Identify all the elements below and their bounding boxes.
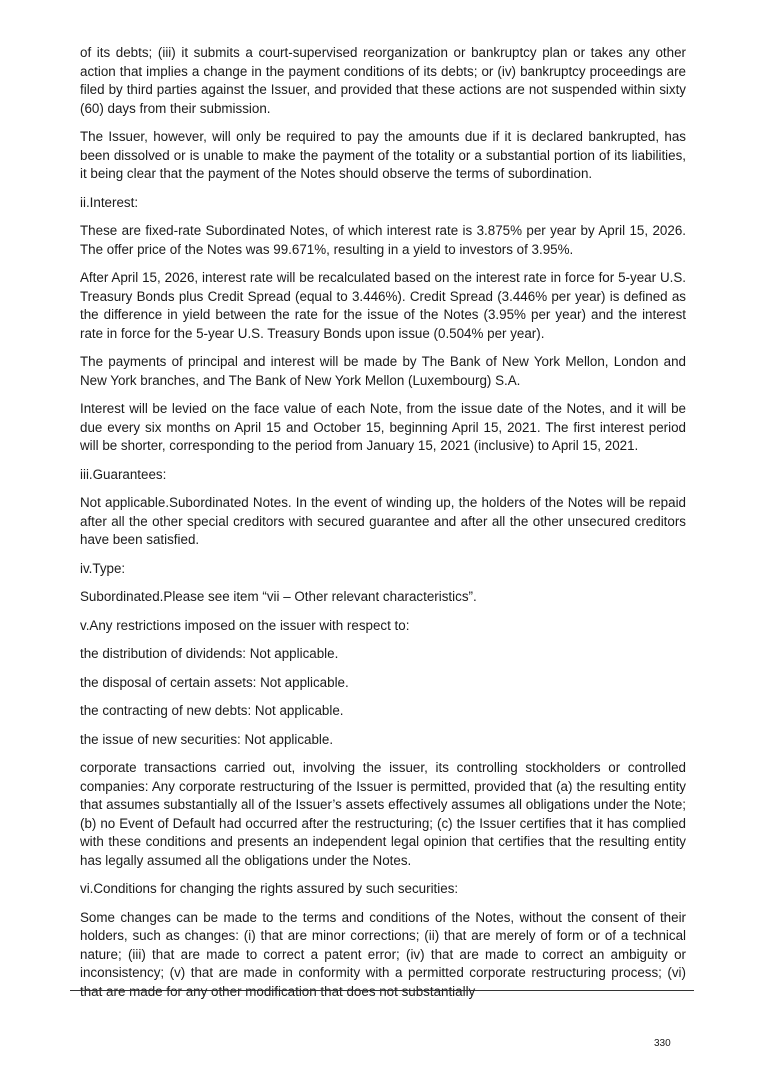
restriction-dividends: the distribution of dividends: Not applicable. (80, 646, 339, 661)
paragraph-default-conditions-continued: of its debts; (iii) it submits a court-supervised reorganization or bankruptcy plan or takes any other action that implies a change in the payment conditions of its debts; or (iv) bankruptcy proceedings are filed by third parties against the Issuer, and provided that these actions are not suspended within sixty (60) days from their submission. (80, 45, 686, 116)
page-number: 330 (654, 1038, 671, 1049)
paragraph-issuer-payment-obligation: The Issuer, however, will only be required to pay the amounts due if it is declared bankrupted, has been dissolved or is unable to make the payment of the totality or a substantial portion of its liabilities, it being clear that the payment of the Notes should observe the terms of subordination. (80, 129, 686, 181)
restriction-new-debts: the contracting of new debts: Not applicable. (80, 703, 344, 718)
footer-divider (70, 990, 694, 991)
restriction-new-securities: the issue of new securities: Not applicable. (80, 731, 334, 747)
paragraph-paying-agents: The payments of principal and interest will be made by The Bank of New York Mellon, London and New York branches, and The Bank of New York Mellon (Luxembourg) S.A. (80, 354, 686, 388)
paragraph-permitted-changes: Some changes can be made to the terms and conditions of the Notes, without the consent of their holders, such as changes: (i) that are minor corrections; (ii) that are merely of form or of a technical nature; (iii) that are made to correct a patent error; (iv) that are made to correct an ambiguity or inconsistency; (v) that are made in conformity with a permitted corporate restructuring process; (vi) that are made for any other modification that does not substantially (80, 909, 686, 999)
paragraph-type: Subordinated.Please see item “vii – Other relevant characteristics”. (80, 589, 477, 604)
paragraph-corporate-transactions: corporate transactions carried out, involving the issuer, its controlling stockholders or controlled companies: Any corporate restructuring of the Issuer is permitted, provided that (a) the resulting entity that assumes substantially all of the Issuer’s assets effectively assumes all obligations under the Note; (b) no Event of Default had occurred after the restructuring; (c) the Issuer certifies that it has complied with these conditions and presents an independent legal opinion that certifies that the resulting entity has legally assumed all the obligations under the Notes. (80, 760, 686, 868)
heading-conditions-for-changes: vi.Conditions for changing the rights assured by such securities: (80, 881, 459, 896)
heading-type: iv.Type: (80, 560, 126, 576)
heading-interest: ii.Interest: (80, 194, 139, 210)
paragraph-guarantees: Not applicable.Subordinated Notes. In the event of winding up, the holders of the Notes will be repaid after all the other special creditors with secured guarantee and after all the other unsecured creditors have been satisfied. (80, 495, 686, 547)
restriction-asset-disposal: the disposal of certain assets: Not applicable. (80, 674, 349, 690)
heading-guarantees: iii.Guarantees: (80, 466, 167, 482)
paragraph-fixed-rate: These are fixed-rate Subordinated Notes, of which interest rate is 3.875% per year by April 15, 2026. The offer price of the Notes was 99.671%, resulting in a yield to investors of 3.95%. (80, 223, 686, 257)
paragraph-rate-reset: After April 15, 2026, interest rate will be recalculated based on the interest rate in force for 5-year U.S. Treasury Bonds plus Credit Spread (equal to 3.446%). Credit Spread (3.446% per year) is defined as the difference in yield between the rate for the issue of the Notes (3.95% per year) and the interest rate in force for the 5-year U.S. Treasury Bonds upon issue (0.504% per year). (80, 270, 686, 341)
page-body (80, 44, 686, 1001)
paragraph-interest-schedule: Interest will be levied on the face value of each Note, from the issue date of the Notes, and it will be due every six months on April 15 and October 15, beginning April 15, 2021. The first interest period will be shorter, corresponding to the period from January 15, 2021 (inclusive) to April 15, 2021. (80, 401, 686, 453)
heading-restrictions: v.Any restrictions imposed on the issuer with respect to: (80, 617, 410, 633)
